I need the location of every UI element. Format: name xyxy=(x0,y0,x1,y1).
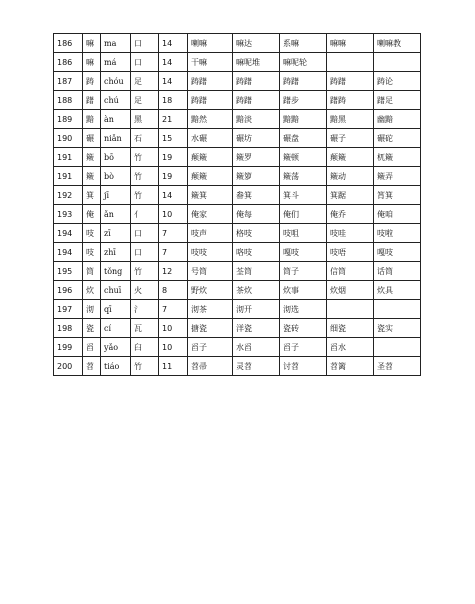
word-cell: 搪瓷 xyxy=(188,319,233,338)
word-cell: 杌簸 xyxy=(374,148,421,167)
word-cell: 舀子 xyxy=(280,338,327,357)
word-cell: 俺们 xyxy=(280,205,327,224)
word-cell: 嘎吱 xyxy=(280,243,327,262)
radical-cell: 氵 xyxy=(131,300,159,319)
word-cell: 幽黯 xyxy=(374,110,421,129)
pinyin-cell: tiáo xyxy=(101,357,131,376)
word-cell: 碾子 xyxy=(327,129,374,148)
word-cell: 箕踞 xyxy=(327,186,374,205)
radical-cell: 口 xyxy=(131,53,159,72)
pinyin-cell: zhī xyxy=(101,243,131,262)
entry-number-cell: 192 xyxy=(54,186,83,205)
word-cell: 簸动 xyxy=(327,167,374,186)
word-cell xyxy=(327,300,374,319)
entry-number-cell: 186 xyxy=(54,34,83,53)
word-cell: 圣苕 xyxy=(374,357,421,376)
word-cell: 畚箕 xyxy=(233,186,280,205)
table-row xyxy=(54,224,421,243)
word-cell: 吱啦 xyxy=(374,224,421,243)
character-cell: 簸 xyxy=(83,148,101,167)
word-cell: 苕帚 xyxy=(188,357,233,376)
character-cell: 箕 xyxy=(83,186,101,205)
radical-cell: 口 xyxy=(131,243,159,262)
entry-number-cell: 187 xyxy=(54,72,83,91)
word-cell: 躇踌 xyxy=(327,91,374,110)
word-cell: 吱咀 xyxy=(280,224,327,243)
character-cell: 苕 xyxy=(83,357,101,376)
entry-number-cell: 189 xyxy=(54,110,83,129)
word-cell: 簸弄 xyxy=(374,167,421,186)
vocabulary-table-page xyxy=(53,33,421,376)
radical-cell: 瓦 xyxy=(131,319,159,338)
stroke-count-cell: 10 xyxy=(159,319,188,338)
word-cell: 系嘛 xyxy=(280,34,327,53)
table-row xyxy=(54,91,421,110)
word-cell: 俺咱 xyxy=(374,205,421,224)
word-cell: 颠簸 xyxy=(327,148,374,167)
table-row xyxy=(54,319,421,338)
table-row xyxy=(54,300,421,319)
word-cell: 嘛嘛 xyxy=(327,34,374,53)
character-cell: 碾 xyxy=(83,129,101,148)
stroke-count-cell: 7 xyxy=(159,243,188,262)
pinyin-cell: yǎo xyxy=(101,338,131,357)
word-cell: 躇足 xyxy=(374,91,421,110)
pinyin-cell: jī xyxy=(101,186,131,205)
word-cell: 瓷实 xyxy=(374,319,421,338)
character-cell: 沏 xyxy=(83,300,101,319)
table-row xyxy=(54,72,421,91)
word-cell: 筲箕 xyxy=(374,186,421,205)
word-cell: 黯黑 xyxy=(327,110,374,129)
table-row xyxy=(54,110,421,129)
stroke-count-cell: 10 xyxy=(159,338,188,357)
table-row xyxy=(54,186,421,205)
pinyin-cell: qī xyxy=(101,300,131,319)
word-cell: 苕篱 xyxy=(327,357,374,376)
word-cell: 箕斗 xyxy=(280,186,327,205)
word-cell: 碾盘 xyxy=(280,129,327,148)
word-cell: 喇嘛教 xyxy=(374,34,421,53)
entry-number-cell: 190 xyxy=(54,129,83,148)
radical-cell: 足 xyxy=(131,91,159,110)
pinyin-cell: chuī xyxy=(101,281,131,300)
stroke-count-cell: 10 xyxy=(159,205,188,224)
word-cell: 话筒 xyxy=(374,262,421,281)
entry-number-cell: 194 xyxy=(54,243,83,262)
word-cell: 洋瓷 xyxy=(233,319,280,338)
stroke-count-cell: 14 xyxy=(159,53,188,72)
word-cell: 簸罗 xyxy=(233,148,280,167)
word-cell: 沏开 xyxy=(233,300,280,319)
pinyin-cell: àn xyxy=(101,110,131,129)
radical-cell: 石 xyxy=(131,129,159,148)
radical-cell: 臼 xyxy=(131,338,159,357)
entry-number-cell: 195 xyxy=(54,262,83,281)
word-cell: 喇嘛 xyxy=(188,34,233,53)
stroke-count-cell: 19 xyxy=(159,148,188,167)
word-cell: 炊事 xyxy=(280,281,327,300)
pinyin-cell: niǎn xyxy=(101,129,131,148)
word-cell: 碾砣 xyxy=(374,129,421,148)
word-cell: 吱声 xyxy=(188,224,233,243)
table-row xyxy=(54,167,421,186)
word-cell: 吱哇 xyxy=(327,224,374,243)
word-cell: 踌躇 xyxy=(188,72,233,91)
stroke-count-cell: 14 xyxy=(159,34,188,53)
word-cell: 簸箩 xyxy=(233,167,280,186)
stroke-count-cell: 18 xyxy=(159,91,188,110)
entry-number-cell: 193 xyxy=(54,205,83,224)
word-cell: 沏茶 xyxy=(188,300,233,319)
entry-number-cell: 194 xyxy=(54,224,83,243)
word-cell: 颠簸 xyxy=(188,167,233,186)
word-cell: 碾坊 xyxy=(233,129,280,148)
entry-number-cell: 191 xyxy=(54,167,83,186)
table-row xyxy=(54,357,421,376)
word-cell: 踌躇 xyxy=(233,72,280,91)
pinyin-cell: chóu xyxy=(101,72,131,91)
table-row xyxy=(54,243,421,262)
pinyin-cell: tǒng xyxy=(101,262,131,281)
word-cell: 俺每 xyxy=(233,205,280,224)
radical-cell: 竹 xyxy=(131,186,159,205)
word-cell xyxy=(327,53,374,72)
character-cell: 簸 xyxy=(83,167,101,186)
stroke-count-cell: 19 xyxy=(159,167,188,186)
entry-number-cell: 186 xyxy=(54,53,83,72)
stroke-count-cell: 15 xyxy=(159,129,188,148)
word-cell: 躇步 xyxy=(280,91,327,110)
word-cell: 簸荡 xyxy=(280,167,327,186)
table-row xyxy=(54,262,421,281)
radical-cell: 亻 xyxy=(131,205,159,224)
stroke-count-cell: 21 xyxy=(159,110,188,129)
pinyin-cell: bò xyxy=(101,167,131,186)
word-cell: 吱吱 xyxy=(188,243,233,262)
entry-number-cell: 199 xyxy=(54,338,83,357)
entry-number-cell: 197 xyxy=(54,300,83,319)
word-cell xyxy=(374,300,421,319)
pinyin-cell: má xyxy=(101,53,131,72)
entry-number-cell: 188 xyxy=(54,91,83,110)
word-cell: 踌躇 xyxy=(327,72,374,91)
pinyin-cell: zī xyxy=(101,224,131,243)
stroke-count-cell: 7 xyxy=(159,224,188,243)
word-cell: 黯黯 xyxy=(280,110,327,129)
character-cell: 吱 xyxy=(83,224,101,243)
pinyin-cell: cí xyxy=(101,319,131,338)
entry-number-cell: 191 xyxy=(54,148,83,167)
word-cell xyxy=(374,53,421,72)
pinyin-cell: chú xyxy=(101,91,131,110)
character-cell: 嘛 xyxy=(83,34,101,53)
word-cell: 野炊 xyxy=(188,281,233,300)
word-cell: 细瓷 xyxy=(327,319,374,338)
word-cell: 炊具 xyxy=(374,281,421,300)
character-cell: 瓷 xyxy=(83,319,101,338)
entry-number-cell: 200 xyxy=(54,357,83,376)
table-body xyxy=(54,34,421,376)
table-row xyxy=(54,129,421,148)
word-cell: 筒子 xyxy=(280,262,327,281)
word-cell: 水碾 xyxy=(188,129,233,148)
word-cell: 号筒 xyxy=(188,262,233,281)
radical-cell: 竹 xyxy=(131,357,159,376)
table-row xyxy=(54,338,421,357)
table-row xyxy=(54,53,421,72)
table-row xyxy=(54,34,421,53)
stroke-count-cell: 7 xyxy=(159,300,188,319)
word-cell: 黯然 xyxy=(188,110,233,129)
character-cell: 躇 xyxy=(83,91,101,110)
word-cell: 格吱 xyxy=(233,224,280,243)
word-cell: 信筒 xyxy=(327,262,374,281)
stroke-count-cell: 14 xyxy=(159,72,188,91)
word-cell xyxy=(374,338,421,357)
radical-cell: 竹 xyxy=(131,167,159,186)
word-cell: 舀水 xyxy=(327,338,374,357)
word-cell: 俺乔 xyxy=(327,205,374,224)
stroke-count-cell: 8 xyxy=(159,281,188,300)
character-cell: 俺 xyxy=(83,205,101,224)
stroke-count-cell: 12 xyxy=(159,262,188,281)
word-cell: 干嘛 xyxy=(188,53,233,72)
word-cell: 踌躇 xyxy=(233,91,280,110)
pinyin-cell: bō xyxy=(101,148,131,167)
word-cell: 讨苕 xyxy=(280,357,327,376)
pinyin-cell: ma xyxy=(101,34,131,53)
radical-cell: 口 xyxy=(131,224,159,243)
character-cell: 舀 xyxy=(83,338,101,357)
word-cell: 嘎吱 xyxy=(374,243,421,262)
word-cell: 沏选 xyxy=(280,300,327,319)
word-cell: 俺家 xyxy=(188,205,233,224)
character-cell: 炊 xyxy=(83,281,101,300)
word-cell: 黯淡 xyxy=(233,110,280,129)
entry-number-cell: 198 xyxy=(54,319,83,338)
radical-cell: 竹 xyxy=(131,148,159,167)
character-cell: 吱 xyxy=(83,243,101,262)
table-row xyxy=(54,281,421,300)
word-cell: 茶炊 xyxy=(233,281,280,300)
radical-cell: 竹 xyxy=(131,262,159,281)
word-cell: 舀子 xyxy=(188,338,233,357)
word-cell: 咯吱 xyxy=(233,243,280,262)
word-cell: 吱唔 xyxy=(327,243,374,262)
character-cell: 嘛 xyxy=(83,53,101,72)
character-cell: 筒 xyxy=(83,262,101,281)
vocabulary-table xyxy=(53,33,421,376)
word-cell: 踌躇 xyxy=(188,91,233,110)
word-cell: 踌论 xyxy=(374,72,421,91)
radical-cell: 黑 xyxy=(131,110,159,129)
character-cell: 黯 xyxy=(83,110,101,129)
word-cell: 灵苕 xyxy=(233,357,280,376)
pinyin-cell: ǎn xyxy=(101,205,131,224)
word-cell: 水舀 xyxy=(233,338,280,357)
radical-cell: 火 xyxy=(131,281,159,300)
word-cell: 嘛呢堆 xyxy=(233,53,280,72)
word-cell: 簸箕 xyxy=(188,186,233,205)
entry-number-cell: 196 xyxy=(54,281,83,300)
word-cell: 荃筒 xyxy=(233,262,280,281)
table-row xyxy=(54,148,421,167)
word-cell: 簸顿 xyxy=(280,148,327,167)
table-row xyxy=(54,205,421,224)
word-cell: 嘛呢轮 xyxy=(280,53,327,72)
word-cell: 颠簸 xyxy=(188,148,233,167)
word-cell: 嘛达 xyxy=(233,34,280,53)
word-cell: 炊烟 xyxy=(327,281,374,300)
word-cell: 踌躇 xyxy=(280,72,327,91)
word-cell: 瓷砖 xyxy=(280,319,327,338)
radical-cell: 足 xyxy=(131,72,159,91)
radical-cell: 口 xyxy=(131,34,159,53)
stroke-count-cell: 14 xyxy=(159,186,188,205)
stroke-count-cell: 11 xyxy=(159,357,188,376)
character-cell: 踌 xyxy=(83,72,101,91)
